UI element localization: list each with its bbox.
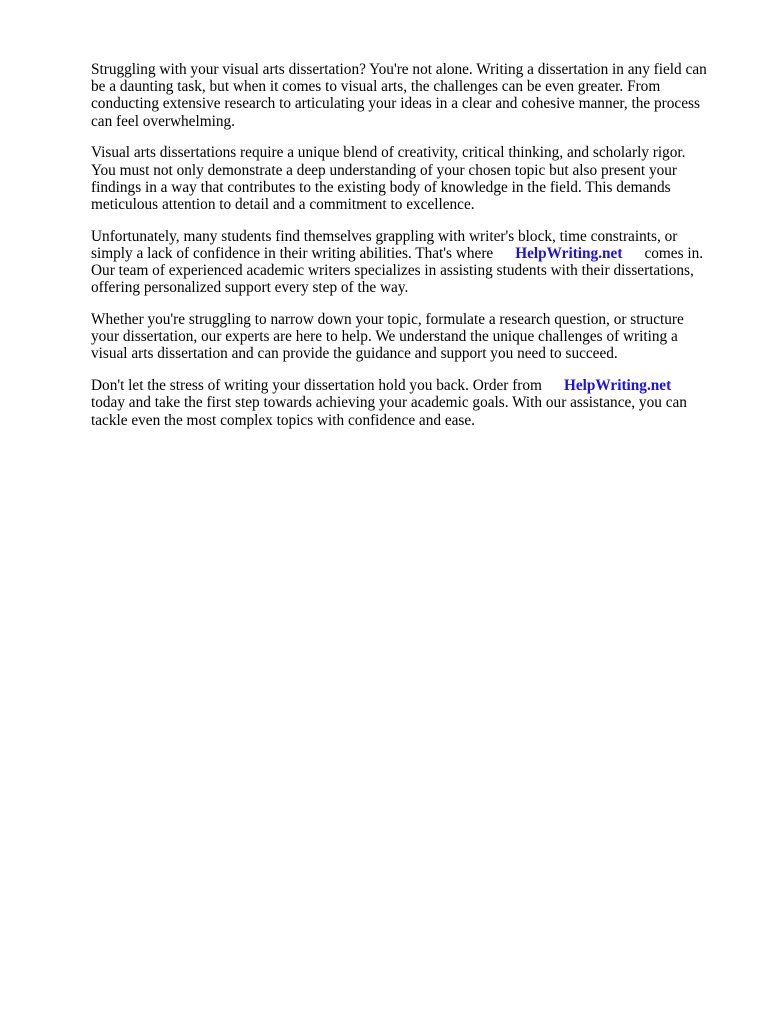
text-line: conducting extensive research to articulating your ideas in a clear and cohesive manner, the process (91, 95, 700, 113)
paragraph-call-to-action (91, 377, 723, 429)
text-line: can feel overwhelming. (91, 112, 235, 130)
text-line: findings in a way that contributes to the existing body of knowledge in the field. This demands (91, 178, 671, 196)
text-segment: Don't let the stress of writing your dissertation hold you back. Order from (91, 377, 542, 395)
text-line (91, 377, 723, 394)
text-line: Struggling with your visual arts dissertation? You're not alone. Writing a dissertation in any field can (91, 61, 707, 78)
paragraph-requirements (91, 144, 723, 213)
paragraph-help (91, 311, 723, 363)
text-line: You must not only demonstrate a deep understanding of your chosen topic but also present your (91, 161, 678, 179)
text-line: your dissertation, our experts are here to help. We understand the unique challenges of writing a (91, 328, 678, 346)
text-line: be a daunting task, but when it comes to visual arts, the challenges can be even greater. From (91, 78, 661, 96)
helpwriting-link[interactable]: HelpWriting.net (515, 244, 623, 262)
text-line: visual arts dissertation and can provide the guidance and support you need to succeed. (91, 345, 618, 363)
text-segment: simply a lack of confidence in their writing abilities. That's where (91, 244, 494, 262)
text-line: meticulous attention to detail and a commitment to excellence. (91, 195, 475, 213)
helpwriting-link[interactable]: HelpWriting.net (563, 377, 672, 395)
paragraph-challenges (91, 228, 723, 297)
text-line: tackle even the most complex topics with confidence and ease. (91, 411, 475, 429)
text-line: today and take the first step towards achieving your academic goals. With our assistance, you can (91, 394, 687, 412)
text-line: Our team of experienced academic writers specializes in assisting students with their dissertations, (91, 262, 694, 280)
text-line: Unfortunately, many students find themselves grappling with writer's block, time constraints, or (91, 227, 678, 245)
text-line (91, 245, 723, 262)
text-line: offering personalized support every step of the way. (91, 279, 409, 297)
text-line: Visual arts dissertations require a unique blend of creativity, critical thinking, and scholarly rigor. (91, 144, 686, 162)
text-line: Whether you're struggling to narrow down your topic, formulate a research question, or structure (91, 311, 684, 329)
paragraph-intro (91, 61, 723, 130)
text-segment: comes in. (644, 244, 704, 262)
document-body (91, 61, 723, 443)
